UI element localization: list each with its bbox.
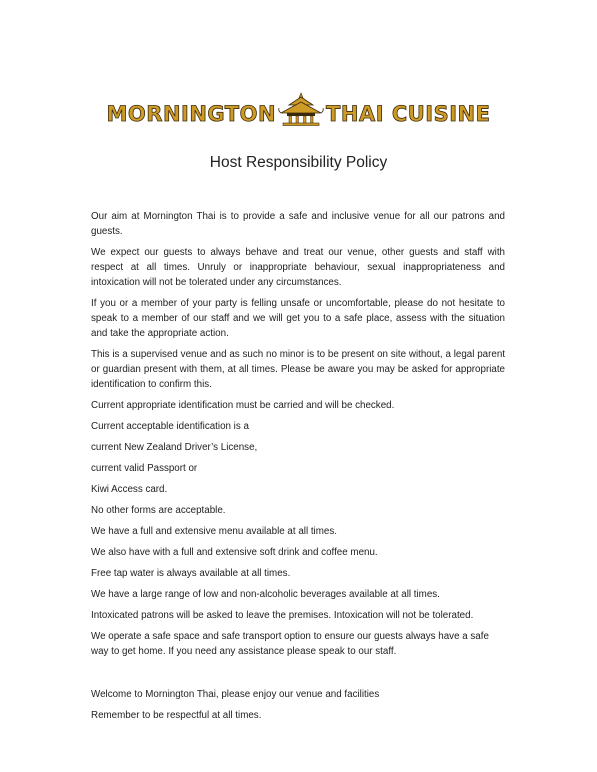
paragraph-respect: Remember to be respectful at all times. bbox=[91, 710, 262, 721]
logo-text-left: MORNINGTON bbox=[106, 102, 277, 126]
paragraph-drinks: We also have with a full and extensive soft drink and coffee menu. bbox=[91, 547, 378, 558]
paragraph-id-required: Current appropriate identification must be carried and will be checked. bbox=[91, 400, 395, 411]
policy-body bbox=[91, 209, 505, 729]
paragraph-safety: If you or a member of your party is felling unsafe or uncomfortable, please do not hesitate to speak to a member of our staff and we will get you to a safe place, assess with the situation and take the appropriate action. bbox=[91, 298, 505, 339]
paragraph-behaviour: We expect our guests to always behave and treat our venue, other guests and staff with respect at all times. Unruly or inappropriate behaviour, sexual inappropriateness and intoxication will not be tolerated under any circumstances. bbox=[91, 247, 505, 288]
paragraph-water: Free tap water is always available at all times. bbox=[91, 568, 291, 579]
paragraph-intoxication: Intoxicated patrons will be asked to leave the premises. Intoxication will not be tolerated. bbox=[91, 610, 474, 621]
paragraph-low-alcohol: We have a large range of low and non-alcoholic beverages available at all times. bbox=[91, 589, 440, 600]
restaurant-logo bbox=[0, 92, 597, 126]
paragraph-aim: Our aim at Mornington Thai is to provide a safe and inclusive venue for all our patrons and guests. bbox=[91, 211, 505, 237]
paragraph-id-license: current New Zealand Driver’s License, bbox=[91, 442, 258, 453]
paragraph-id-passport: current valid Passport or bbox=[91, 463, 198, 474]
paragraph-minors: This is a supervised venue and as such no minor is to be present on site without, a legal parent or guardian present with them, at all times. Please be aware you may be asked for appropriate identification to confirm this. bbox=[91, 349, 505, 390]
paragraph-id-acceptable: Current acceptable identification is a bbox=[91, 421, 249, 432]
thai-pavilion-icon bbox=[277, 92, 325, 126]
paragraph-id-other: No other forms are acceptable. bbox=[91, 505, 226, 516]
logo-text-right: THAI CUISINE bbox=[326, 102, 491, 126]
paragraph-menu: We have a full and extensive menu available at all times. bbox=[91, 526, 337, 537]
page-title: Host Responsibility Policy bbox=[209, 154, 388, 171]
paragraph-transport: We operate a safe space and safe transport option to ensure our guests always have a safe way to get home. If you need any assistance please speak to our staff. bbox=[91, 631, 489, 657]
paragraph-welcome: Welcome to Mornington Thai, please enjoy our venue and facilities bbox=[91, 689, 380, 700]
paragraph-id-kiwi: Kiwi Access card. bbox=[91, 484, 168, 495]
